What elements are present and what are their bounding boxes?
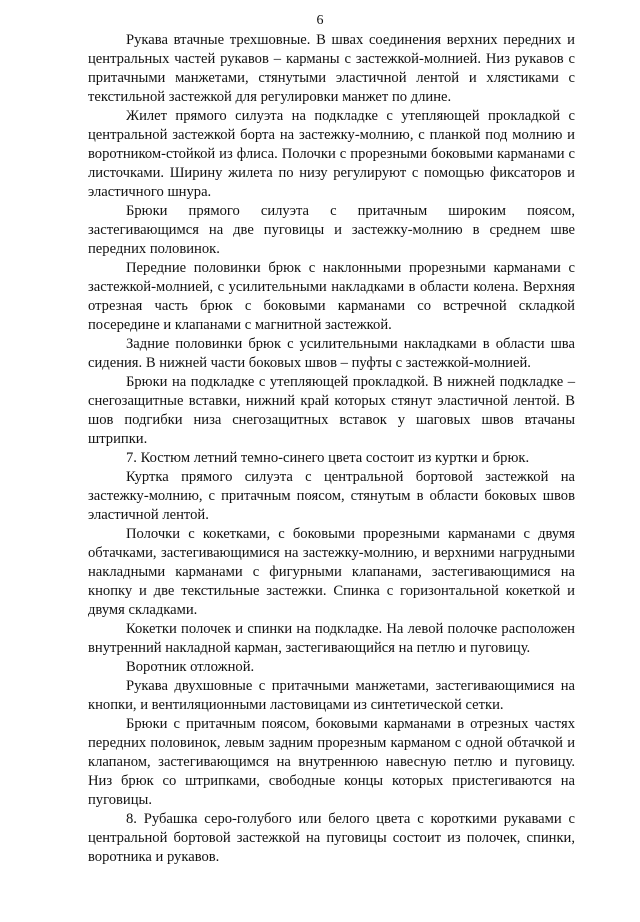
paragraph-summer-suit: 7. Костюм летний темно-синего цвета состоит из куртки и брюк.: [126, 450, 530, 466]
page-number: 6: [316, 13, 324, 28]
paragraph-summer-trousers: Брюки с притачным поясом, боковыми карманами в отрезных частях передних половинок, левым задним прорезным карманом с одной обтачкой и клапаном, застегивающимся на внутреннюю навесную петлю и пуговицу. Низ брюк со штрипками, свободные концы которых пристегиваются на пуговицы.: [88, 716, 575, 808]
paragraph-collar: Воротник отложной.: [126, 659, 255, 675]
document-body: [88, 31, 575, 867]
paragraph-summer-sleeves: Рукава двухшовные с притачными манжетами, застегивающимися на кнопки, и вентиляционными ластовицами из синтетической сетки.: [88, 678, 575, 713]
paragraph-shirt: 8. Рубашка серо-голубого или белого цвета с короткими рукавами с центральной бортовой застежкой на пуговицы состоит из полочек, спинки, воротника и рукавов.: [88, 811, 575, 865]
paragraph-yokes: Кокетки полочек и спинки на подкладке. На левой полочке расположен внутренний накладной карман, застегивающийся на петлю и пуговицу.: [88, 621, 575, 656]
paragraph-back-halves: Задние половинки брюк с усилительными накладками в области шва сидения. В нижней части боковых швов – пуфты с застежкой-молнией.: [88, 336, 575, 371]
paragraph-sleeves: Рукава втачные трехшовные. В швах соединения верхних передних и центральных частей рукавов – карманы с застежкой-молнией. Низ рукавов с притачными манжетами, стянутыми эластичной лентой и хлястиками с текстильной застежкой для регулировки манжет по длине.: [88, 32, 575, 105]
paragraph-front-panels: Полочки с кокетками, с боковыми прорезными карманами с двумя обтачками, застегивающимися на застежку-молнию, и верхними нагрудными накладными карманами с фигурными клапанами, застегивающимися на кнопку и две текстильные застежки. Спинка с горизонтальной кокеткой и двумя складками.: [88, 526, 575, 618]
paragraph-jacket: Куртка прямого силуэта с центральной бортовой застежкой на застежку-молнию, с притачным поясом, стянутым в области боковых швов эластичной лентой.: [88, 469, 575, 523]
paragraph-front-halves: Передние половинки брюк с наклонными прорезными карманами с застежкой-молнией, с усилительными накладками в области колена. Верхняя отрезная часть брюк с боковыми карманами со встречной складкой посередине и клапанами с магнитной застежкой.: [88, 260, 575, 333]
paragraph-trousers-lining: Брюки на подкладке с утепляющей прокладкой. В нижней подкладке – снегозащитные вставки, нижний край которых стянут эластичной лентой. В шов подгибки низа снегозащитных вставок у шаговых швов втачаны штрипки.: [88, 374, 575, 447]
paragraph-trousers: Брюки прямого силуэта с притачным широким поясом, застегивающимся на две пуговицы и застежку-молнию в среднем шве передних половинок.: [88, 203, 575, 257]
paragraph-vest: Жилет прямого силуэта на подкладке с утепляющей прокладкой с центральной застежкой борта на застежку-молнию, с планкой под молнию и воротником-стойкой из флиса. Полочки с прорезными боковыми карманами с листочками. Ширину жилета по низу регулируют с помощью фиксаторов и эластичного шнура.: [88, 108, 575, 200]
